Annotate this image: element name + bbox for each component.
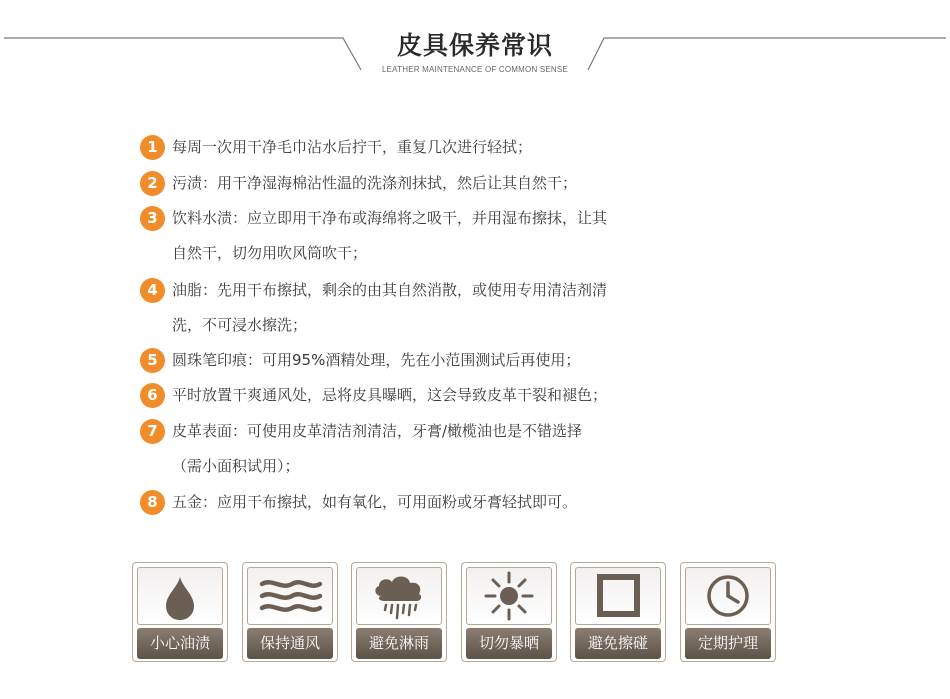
care-card-label: 定期护理 [685, 628, 771, 659]
header [0, 0, 950, 90]
wind-icon [247, 567, 333, 625]
tip-text: 自然干，切勿用吹风筒吹干； [172, 244, 368, 262]
care-card-label: 保持通风 [247, 628, 333, 659]
care-card-label: 小心油渍 [137, 628, 223, 659]
care-card-regular [680, 562, 776, 662]
care-card-scratch [570, 562, 666, 662]
care-card-label: 避免擦碰 [575, 628, 661, 659]
tip-text: （需小面积试用）； [172, 457, 300, 475]
care-card-label: 切勿暴晒 [466, 628, 552, 659]
page-title: 皮具保养常识 [396, 31, 553, 60]
tip-text: 饮料水渍：应立即用干净布或海绵将之吸干，并用湿布擦抹，让其 [172, 209, 608, 227]
tip-text: 平时放置干爽通风处，忌将皮具曝晒，这会导致皮革干裂和褪色； [172, 386, 608, 404]
sun-icon [466, 567, 552, 625]
tip-text: 污渍：用干净湿海棉沾性温的洗涤剂抹拭，然后让其自然干； [172, 174, 578, 192]
tip-text: 圆珠笔印痕：可用95%酒精处理，先在小范围测试后再使用； [172, 351, 581, 369]
number-badge: 1 [140, 135, 165, 160]
tip-text: 五金：应用干布擦拭，如有氧化，可用面粉或牙膏轻拭即可。 [172, 493, 578, 511]
care-card-rain [351, 562, 447, 662]
care-icons-row [132, 562, 792, 664]
number-badge: 3 [140, 206, 165, 231]
care-card-ventilation [242, 562, 338, 662]
square-frame-icon [575, 567, 661, 625]
care-card-label: 避免淋雨 [356, 628, 442, 659]
rain-cloud-icon [356, 567, 442, 625]
care-card-oil [132, 562, 228, 662]
tip-text: 油脂：先用干布擦拭，剩余的由其自然消散，或使用专用清洁剂清 [172, 281, 608, 299]
tip-text: 皮革表面：可使用皮革清洁剂清洁，牙膏/橄榄油也是不错选择 [172, 422, 583, 440]
number-badge: 8 [140, 490, 165, 515]
tip-text: 洗，不可浸水擦洗； [172, 316, 308, 334]
number-badge: 5 [140, 348, 165, 373]
clock-icon [685, 567, 771, 625]
page-subtitle: LEATHER MAINTENANCE OF COMMON SENSE [382, 65, 568, 74]
tip-text: 每周一次用干净毛巾沾水后拧干，重复几次进行轻拭； [172, 138, 533, 156]
care-card-sun [461, 562, 557, 662]
number-badge: 6 [140, 383, 165, 408]
number-badge: 4 [140, 278, 165, 303]
number-badge: 2 [140, 171, 165, 196]
oil-drop-icon [137, 567, 223, 625]
number-badge: 7 [140, 419, 165, 444]
